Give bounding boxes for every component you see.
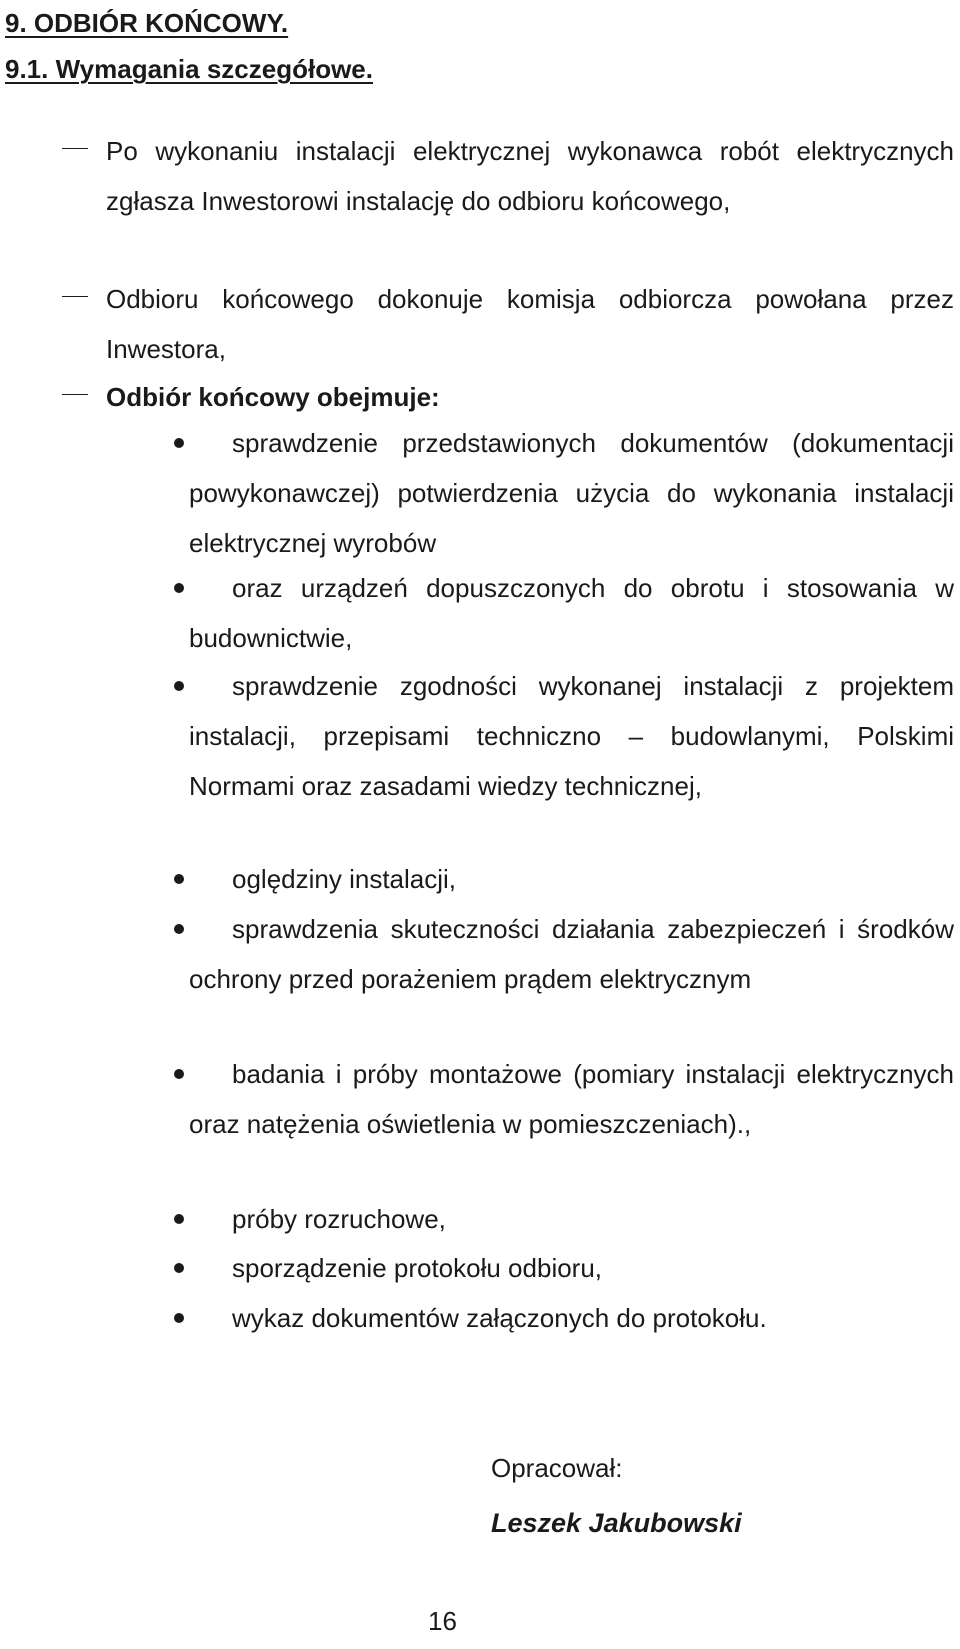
bullet-list-item: oraz urządzeń dopuszczonych do obrotu i stosowania w budownictwie, — [189, 573, 954, 653]
bullet-marker — [174, 1214, 184, 1224]
bullet-marker — [174, 1069, 184, 1079]
bullet-marker — [174, 438, 184, 448]
author-label: Opracował: — [491, 1453, 623, 1483]
dash-marker — [62, 394, 88, 395]
bullet-list-item: sprawdzenie zgodności wykonanej instalacji z projektem instalacji, przepisami techniczno – budowlanymi, Polskimi Normami oraz zasadami wiedzy technicznej, — [189, 671, 954, 801]
bullet-marker — [174, 681, 184, 691]
bullet-marker — [174, 874, 184, 884]
bullet-marker — [174, 1313, 184, 1323]
bullet-list-item: próby rozruchowe, — [232, 1204, 446, 1234]
section-heading: 9. ODBIÓR KOŃCOWY. — [5, 8, 289, 38]
dash-list-item-heading: Odbiór końcowy obejmuje: — [106, 382, 440, 412]
bullet-list-item: sporządzenie protokołu odbioru, — [232, 1253, 603, 1283]
dash-marker — [62, 148, 88, 149]
bullet-list-item: badania i próby montażowe (pomiary instalacji elektrycznych oraz natężenia oświetlenia w pomieszczeniach)., — [189, 1059, 954, 1139]
bullet-list-item: oględziny instalacji, — [232, 864, 457, 894]
dash-list-item: Po wykonaniu instalacji elektrycznej wykonawca robót elektrycznych zgłasza Inwestorowi instalację do odbioru końcowego, — [106, 136, 954, 216]
bullet-list-item: sprawdzenie przedstawionych dokumentów (dokumentacji powykonawczej) potwierdzenia użycia do wykonania instalacji elektrycznej wyrobów — [189, 428, 954, 558]
dash-list-item: Odbioru końcowego dokonuje komisja odbiorcza powołana przez Inwestora, — [106, 284, 954, 364]
subsection-heading: 9.1. Wymagania szczegółowe. — [5, 54, 373, 84]
bullet-list-item: sprawdzenia skuteczności działania zabezpieczeń i środków ochrony przed porażeniem prądem elektrycznym — [189, 914, 954, 994]
bullet-marker — [174, 583, 184, 593]
page-number: 16 — [428, 1606, 457, 1636]
bullet-marker — [174, 1263, 184, 1273]
dash-marker — [62, 296, 88, 297]
bullet-list-item: wykaz dokumentów załączonych do protokołu. — [232, 1303, 767, 1333]
author-name: Leszek Jakubowski — [491, 1508, 742, 1538]
bullet-marker — [174, 924, 184, 934]
